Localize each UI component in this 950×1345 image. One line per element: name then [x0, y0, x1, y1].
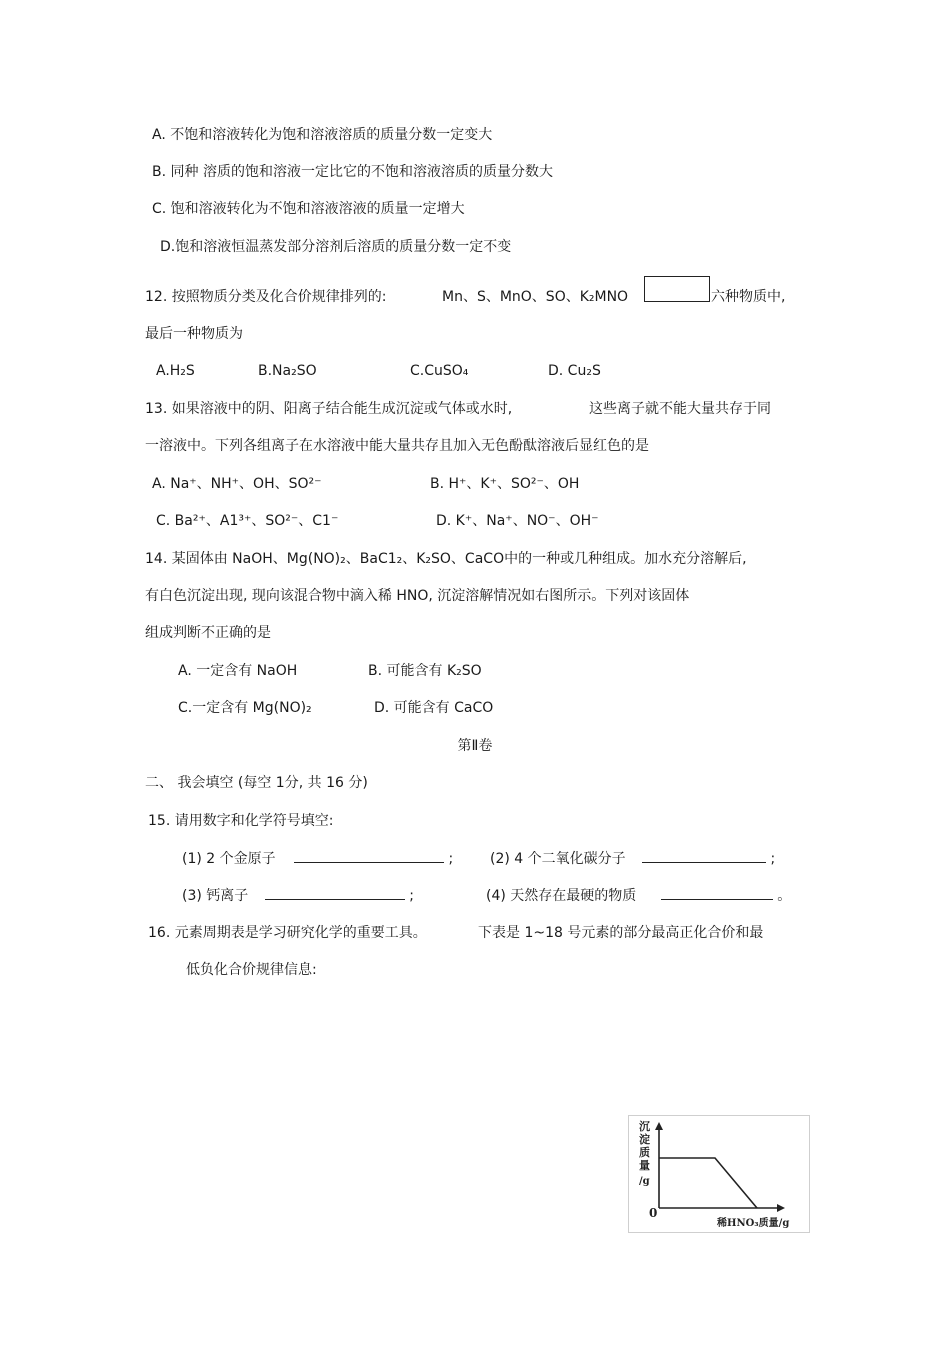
y-axis-arrow	[655, 1122, 663, 1130]
precipitate-graph	[628, 1115, 810, 1233]
origin-label: 0	[649, 1206, 658, 1220]
section-heading: 二、 我会填空 (每空 1分, 共 16 分)	[145, 775, 368, 791]
q14-stem-line3: 组成判断不正确的是	[145, 625, 271, 641]
q12-stem-line2: 最后一种物质为	[145, 326, 243, 342]
q16-stem-a: 16. 元素周期表是学习研究化学的重要工具。	[148, 925, 427, 941]
q12-list: Mn、S、MnO、SO、K₂MNO	[442, 289, 629, 305]
q12-answer-box	[644, 276, 710, 302]
q16-stem-line2: 低负化合价规律信息:	[186, 962, 317, 978]
q15-item-4-label: (4) 天然存在最硬的物质	[486, 888, 637, 904]
q13-option-c: C. Ba²⁺、A1³⁺、SO²⁻、C1⁻	[156, 513, 339, 529]
q15-item-3-label: (3) 钙离子	[182, 888, 249, 904]
q11-option-a: A. 不饱和溶液转化为饱和溶液溶质的质量分数一定变大	[152, 127, 493, 143]
q14-option-b: B. 可能含有 K₂SO	[368, 663, 482, 679]
q15-stem: 15. 请用数字和化学符号填空:	[148, 813, 334, 829]
y-label-char-4: 量	[639, 1159, 650, 1172]
q15-sep-3: ;	[409, 888, 414, 904]
y-label-char-2: 淀	[639, 1133, 650, 1146]
q13-stem-line2: 一溶液中。下列各组离子在水溶液中能大量共存且加入无色酚酞溶液后显红色的是	[145, 438, 649, 454]
y-label-char-3: 质	[639, 1146, 650, 1159]
q14-stem-line2: 有白色沉淀出现, 现向该混合物中滴入稀 HNO, 沉淀溶解情况如右图所示。下列对该固体	[145, 588, 690, 604]
q15-item-2-label: (2) 4 个二氧化碳分子	[490, 851, 626, 867]
q11-option-c: C. 饱和溶液转化为不饱和溶液溶液的质量一定增大	[152, 201, 465, 217]
q15-blank-3[interactable]	[265, 885, 405, 900]
q13-option-d: D. K⁺、Na⁺、NO⁻、OH⁻	[436, 513, 599, 529]
q13-option-a: A. Na⁺、NH⁺、OH、SO²⁻	[152, 476, 322, 492]
y-label-char-5: /g	[639, 1176, 650, 1187]
q14-option-c: C.一定含有 Mg(NO)₂	[178, 700, 312, 716]
q15-item-4	[486, 885, 791, 906]
q15-item-2	[490, 848, 775, 869]
q13-option-b: B. H⁺、K⁺、SO²⁻、OH	[430, 476, 580, 492]
graph-svg	[629, 1116, 809, 1232]
q15-item-1-label: (1) 2 个金原子	[182, 851, 276, 867]
q14-stem-line1: 14. 某固体由 NaOH、Mg(NO)₂、BaC1₂、K₂SO、CaCO中的一种或几种组成。加水充分溶解后,	[145, 551, 747, 567]
y-label-char-1: 沉	[639, 1120, 650, 1133]
part-title: 第Ⅱ卷	[457, 738, 493, 754]
q14-option-a: A. 一定含有 NaOH	[178, 663, 298, 679]
q15-blank-1[interactable]	[294, 848, 444, 863]
x-axis-label: 稀HNO₃质量/g	[717, 1218, 790, 1229]
q15-item-3	[182, 885, 414, 906]
x-axis-arrow	[777, 1204, 785, 1212]
q11-option-d: D.饱和溶液恒温蒸发部分溶剂后溶质的质量分数一定不变	[160, 239, 512, 255]
q12-stem-end: 六种物质中,	[711, 289, 786, 305]
q13-stem-b: 这些离子就不能大量共存于同	[589, 401, 771, 417]
q11-option-b: B. 同种 溶质的饱和溶液一定比它的不饱和溶液溶质的质量分数大	[152, 164, 553, 180]
q12-option-d: D. Cu₂S	[548, 363, 601, 379]
q15-blank-4[interactable]	[661, 885, 773, 900]
q12-option-b: B.Na₂SO	[258, 363, 317, 379]
q12-stem: 12. 按照物质分类及化合价规律排列的:	[145, 289, 387, 305]
q15-sep-1: ;	[448, 851, 454, 867]
q12-option-c: C.CuSO₄	[410, 363, 469, 379]
q15-sep-2: ;	[770, 851, 776, 867]
q12-option-a: A.H₂S	[156, 363, 195, 379]
q14-option-d: D. 可能含有 CaCO	[374, 700, 494, 716]
q15-item-1	[182, 848, 453, 869]
precipitate-curve	[659, 1158, 757, 1208]
q15-blank-2[interactable]	[642, 848, 766, 863]
q15-end: 。	[777, 888, 792, 904]
q13-stem-a: 13. 如果溶液中的阴、阳离子结合能生成沉淀或气体或水时,	[145, 401, 513, 417]
q16-stem-b: 下表是 1~18 号元素的部分最高正化合价和最	[478, 925, 764, 941]
